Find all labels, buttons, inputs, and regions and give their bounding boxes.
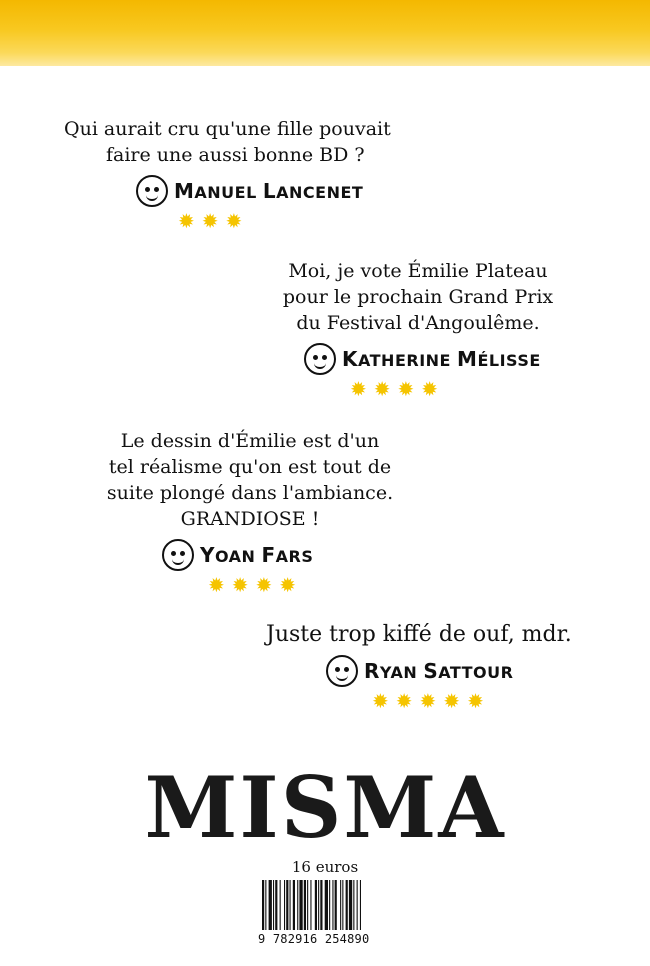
quote-line: suite plongé dans l'ambiance.	[106, 482, 394, 504]
cartoon-face-icon	[136, 175, 168, 207]
quote-line: Juste trop kiffé de ouf, mdr.	[266, 622, 572, 647]
publisher-logo: MISMA	[144, 758, 506, 857]
review-quote	[258, 258, 578, 336]
star-icon: ✹	[467, 689, 484, 713]
star-icon: ✹	[231, 573, 249, 597]
star-icon: ✹	[178, 209, 195, 233]
author-name: MANUEL LANCENET	[174, 179, 364, 203]
star-rating	[208, 575, 410, 595]
isbn-number: 9 782916 254890	[258, 932, 370, 946]
star-icon: ✹	[350, 377, 367, 401]
review-quote	[64, 116, 444, 168]
review-quote	[266, 622, 596, 648]
isbn-barcode	[258, 880, 398, 966]
review-author	[136, 174, 444, 208]
star-icon: ✹	[443, 689, 461, 713]
review-4	[266, 622, 596, 711]
star-icon: ✹	[397, 377, 415, 401]
review-author	[326, 654, 596, 688]
review-2	[258, 258, 578, 399]
star-rating	[372, 691, 596, 711]
quote-line: GRANDIOSE !	[180, 508, 320, 530]
star-icon: ✹	[419, 689, 437, 713]
top-yellow-band	[0, 0, 650, 66]
author-name: RYAN SATTOUR	[364, 659, 514, 683]
cartoon-face-icon	[162, 539, 194, 571]
author-name: KATHERINE MÉLISSE	[342, 347, 541, 371]
star-icon: ✹	[255, 573, 273, 597]
review-1	[64, 116, 444, 231]
quote-line: du Festival d'Angoulême.	[296, 312, 540, 334]
quote-line: tel réalisme qu'on est tout de	[108, 456, 392, 478]
quote-line: Moi, je vote Émilie Plateau	[288, 260, 548, 282]
quote-line: pour le prochain Grand Prix	[282, 286, 554, 308]
star-icon: ✹	[421, 377, 439, 401]
author-name: YOAN FARS	[200, 543, 314, 567]
review-author	[162, 538, 410, 572]
star-rating	[178, 211, 444, 231]
star-rating	[350, 379, 578, 399]
quote-line: faire une aussi bonne BD ?	[106, 144, 365, 166]
quote-line: Le dessin d'Émilie est d'un	[120, 430, 380, 452]
price-label: 16 euros	[291, 858, 359, 876]
quote-line: Qui aurait cru qu'une fille pouvait	[64, 118, 391, 140]
star-icon: ✹	[201, 209, 219, 233]
barcode-bars	[258, 880, 398, 932]
review-quote	[90, 428, 410, 532]
star-icon: ✹	[208, 573, 225, 597]
star-icon: ✹	[372, 689, 389, 713]
star-icon: ✹	[373, 377, 391, 401]
review-3	[90, 428, 410, 595]
review-author	[304, 342, 578, 376]
star-icon: ✹	[395, 689, 413, 713]
star-icon: ✹	[279, 573, 297, 597]
cartoon-face-icon	[326, 655, 358, 687]
star-icon: ✹	[225, 209, 243, 233]
cartoon-face-icon	[304, 343, 336, 375]
